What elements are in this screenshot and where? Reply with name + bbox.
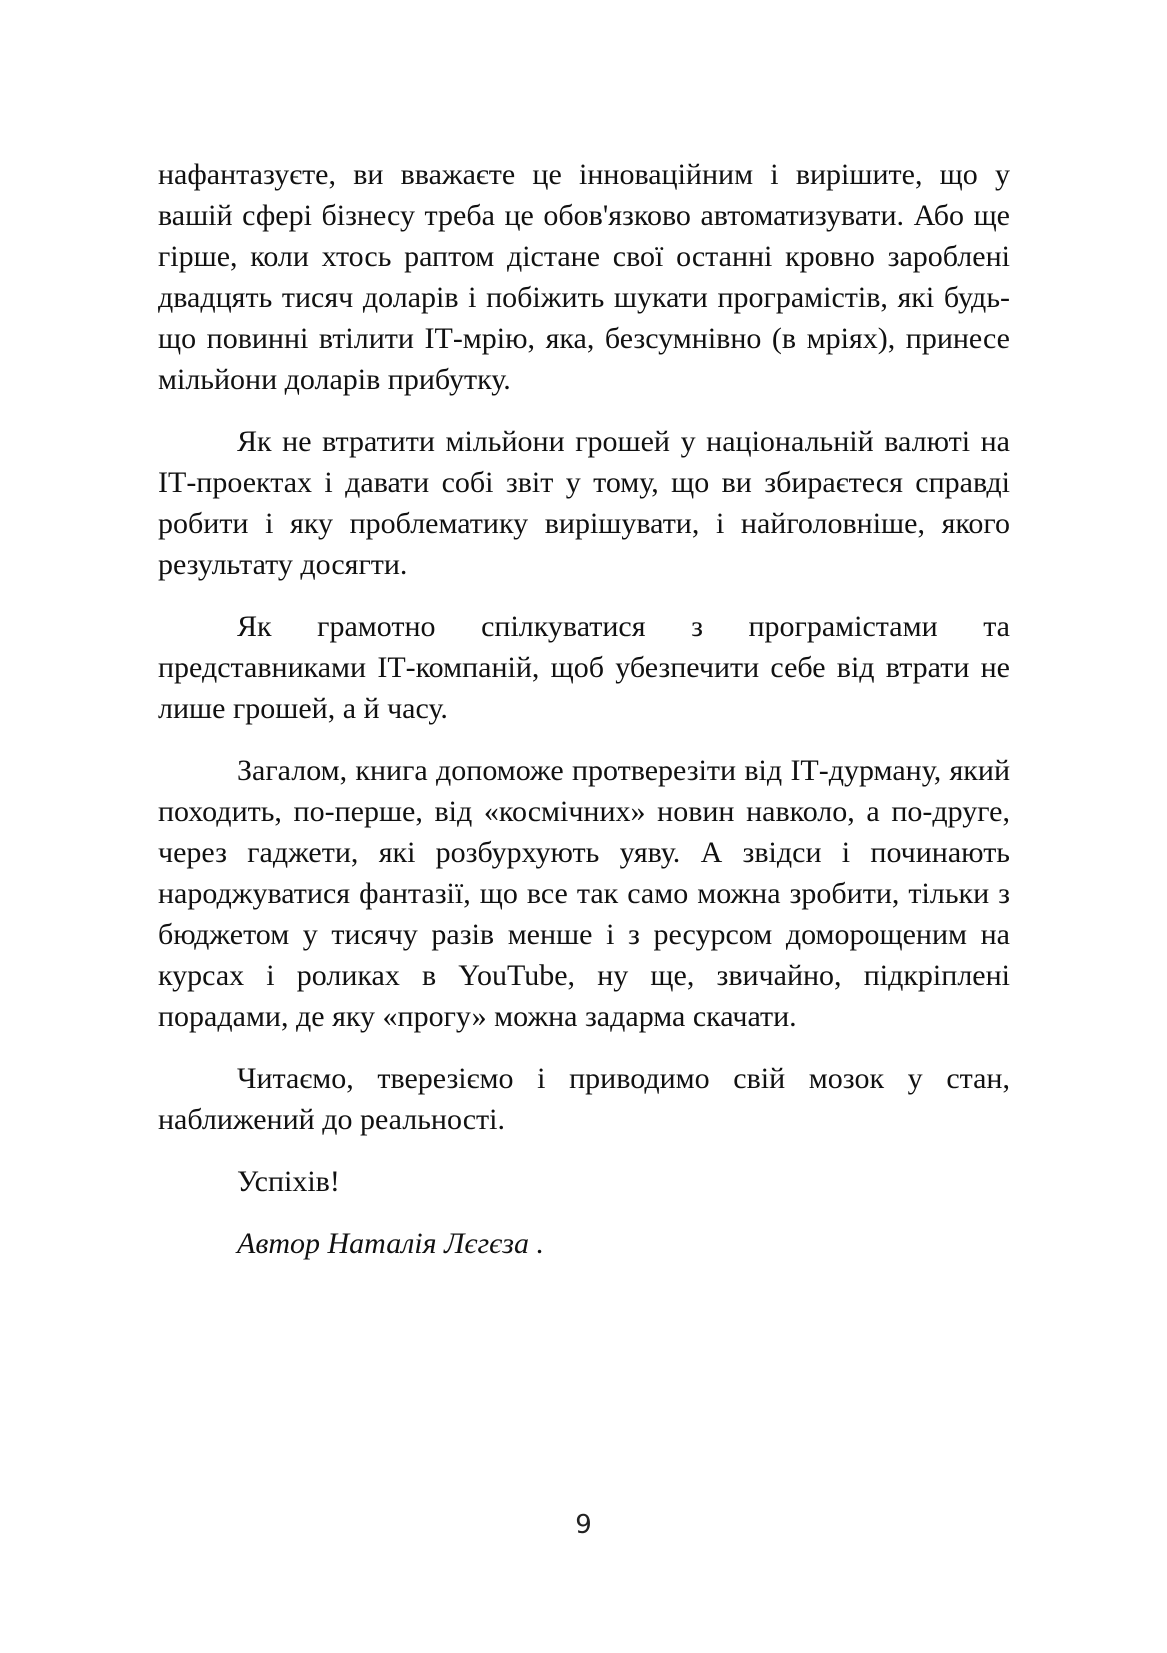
author-signature: Автор Наталія Лєгєза . (237, 1227, 544, 1260)
paragraph-intro-continuation: нафантазуєте, ви вважаєте це інноваційним і вирішите, що у вашій сфері бізнесу треба це обов'язково автоматизувати. Або ще гірше, коли хтось раптом дістане свої останні кровно зароблені двадцять тисяч доларів і побіжить шукати програмістів, які будь-що повинні втілити ІТ-мрію, яка, безсумнівно (в мріях), принесе мільйони доларів прибутку. (158, 158, 1010, 396)
body-text (158, 154, 1010, 1264)
paragraph-communication: Як грамотно спілкуватися з програмістами та представниками ІТ-компаній, щоб убезпечити себе від втрати не лише грошей, а й часу. (158, 610, 1010, 725)
paragraph-summary: Загалом, книга допоможе протверезіти від ІТ-дурману, який походить, по-перше, від «космічних» новин навколо, а по-друге, через гаджети, які розбурхують уяву. А звідси і починають народжуватися фантазії, що все так само можна зробити, тільки з бюджетом у тисячу разів менше і з ресурсом доморощеним на курсах і роликах в YouTube, ну ще, звичайно, підкріплені порадами, де яку «прогу» можна задарма скачати. (158, 754, 1010, 1033)
paragraph-good-luck: Успіхів! (237, 1165, 340, 1198)
paragraph-money-loss: Як не втратити мільйони грошей у національній валюті на ІТ-проектах і давати собі звіт у тому, що ви збираєтеся справді робити і яку проблематику вирішувати, і найголовніше, якого результату досягти. (158, 425, 1010, 581)
page-number: 9 (575, 1510, 592, 1540)
paragraph-call-to-action: Читаємо, тверезіємо і приводимо свій мозок у стан, наближений до реальності. (158, 1062, 1010, 1136)
